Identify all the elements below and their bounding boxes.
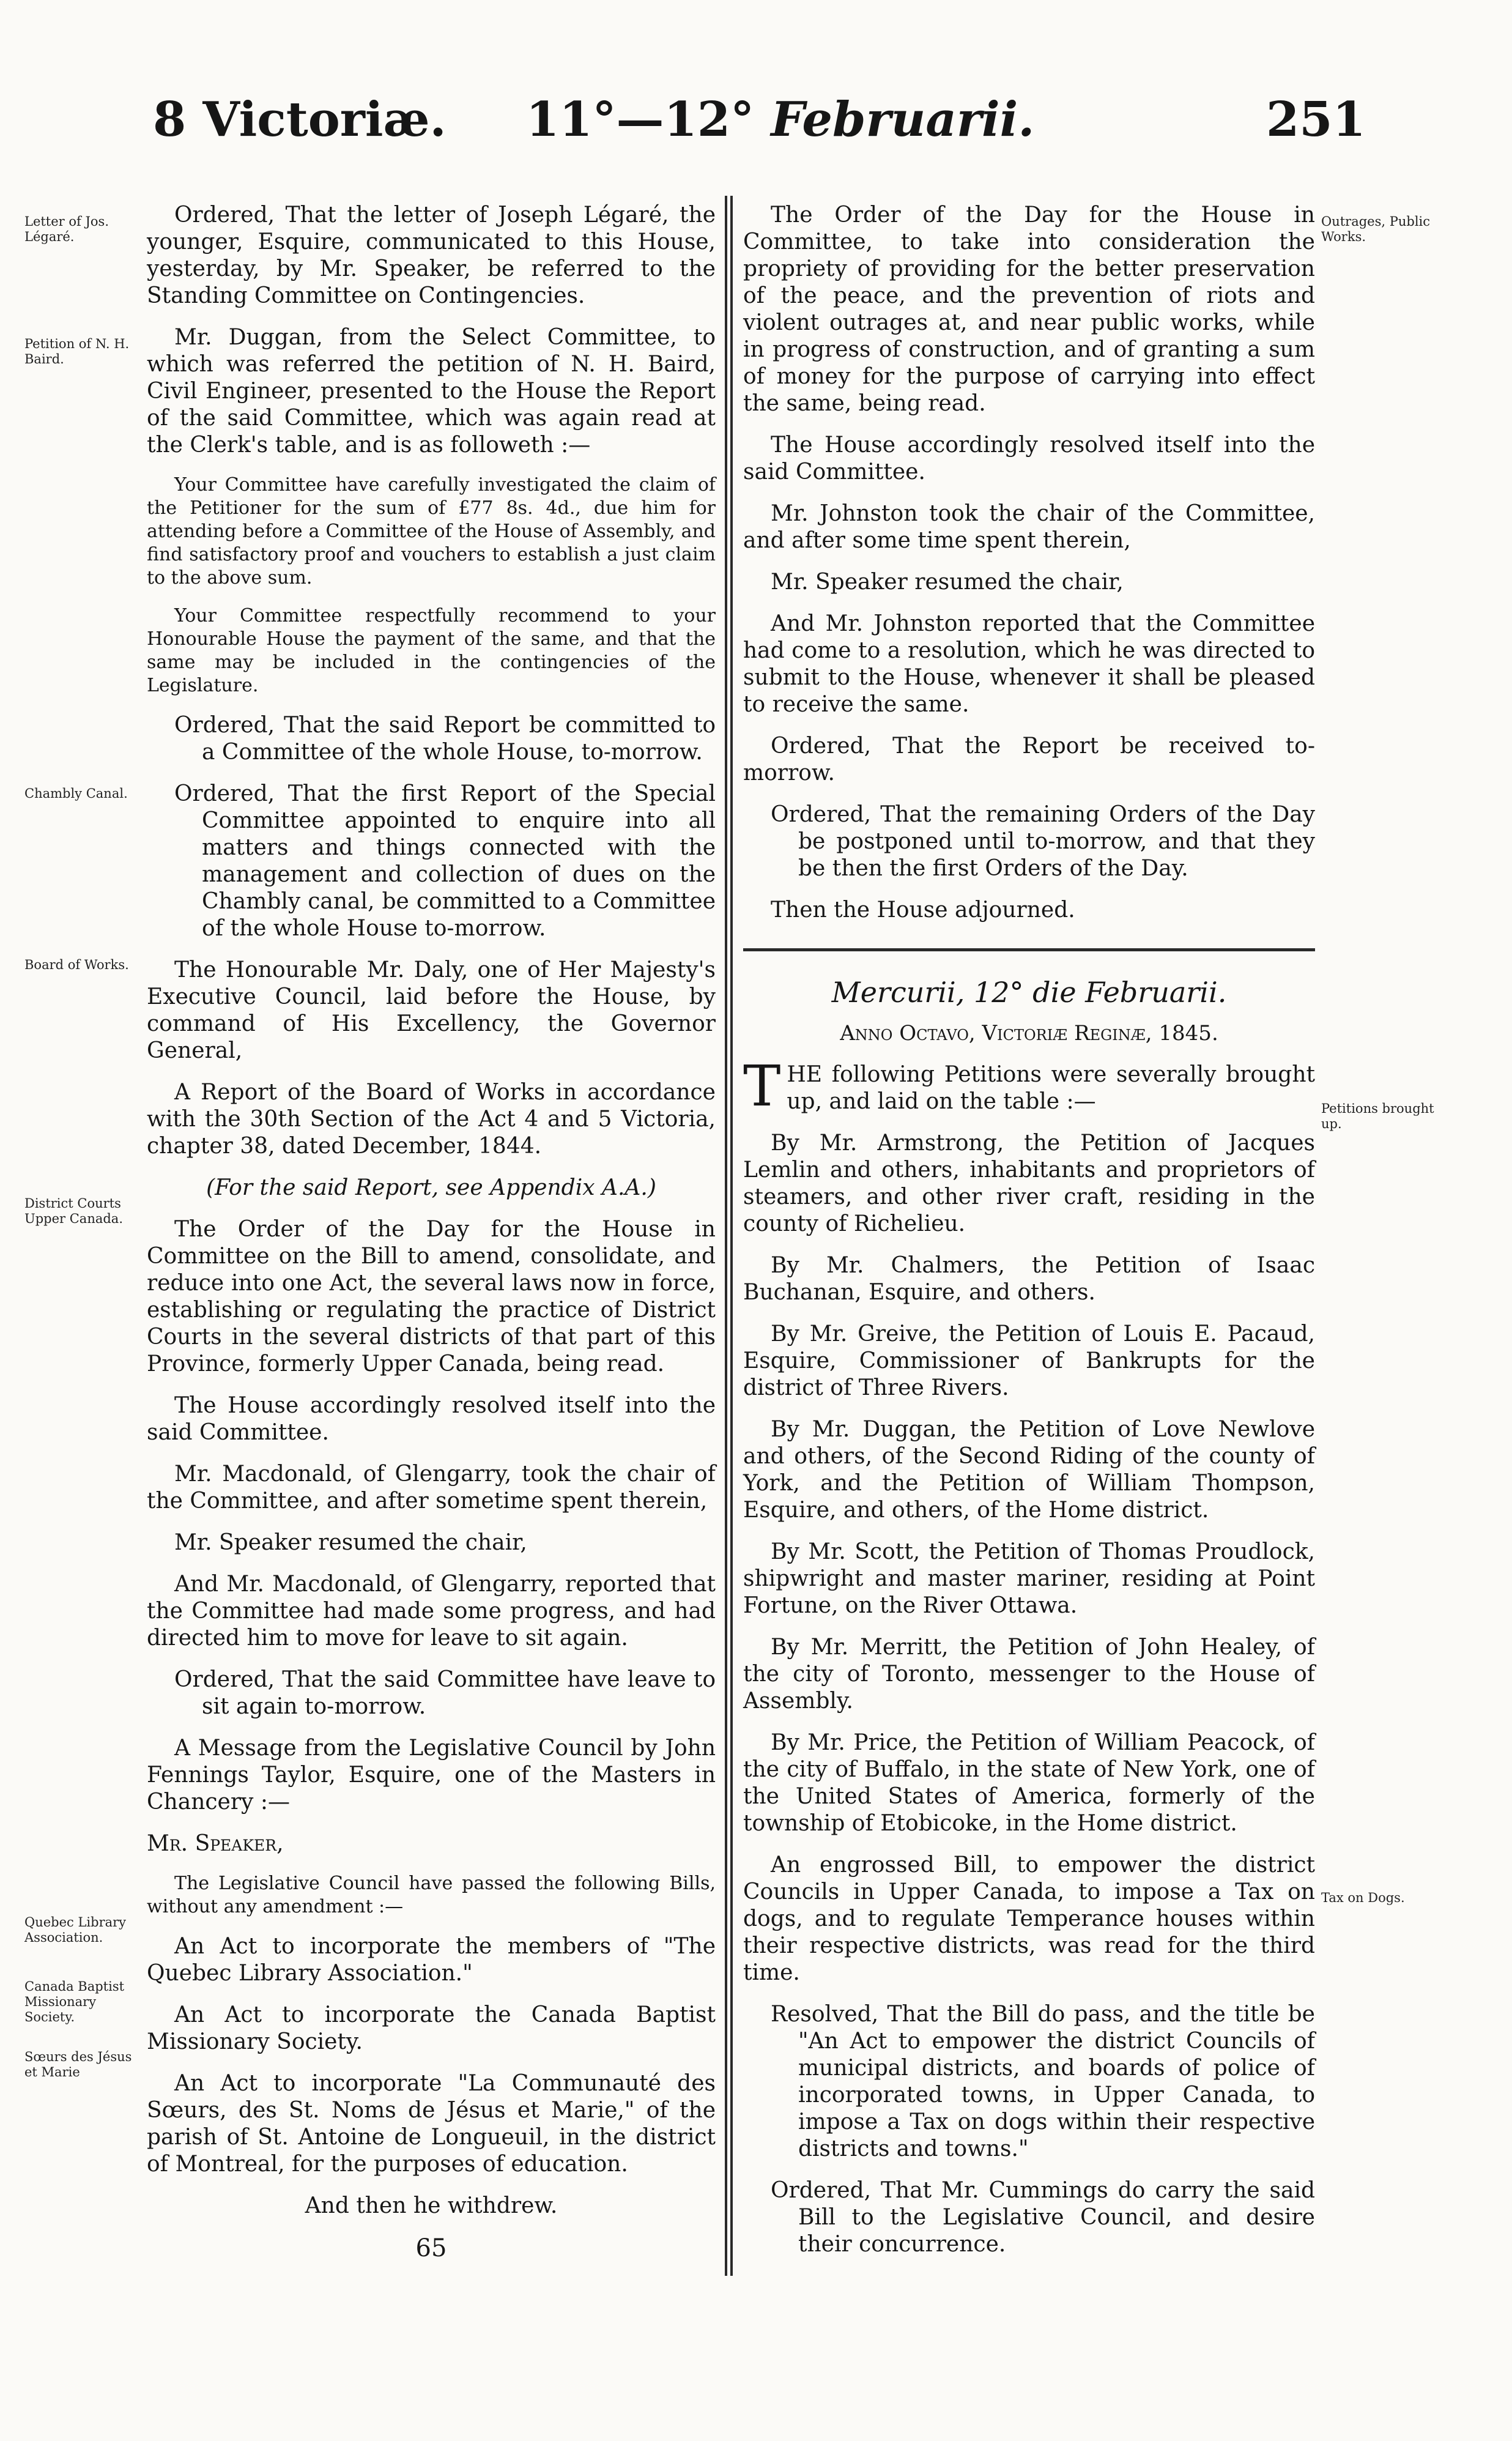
header-date bbox=[526, 92, 1034, 147]
paragraph: The Order of the Day for the House in Committee, to take into consideration the propriety of providing for the better preservation of the peace, and the prevention of riots and violent outrages at, and near public works, while in progress of construction, and of granting a sum of money for the purpose of carrying into effect the same, being read. bbox=[743, 202, 1315, 416]
page-number: 251 bbox=[1266, 92, 1366, 147]
resolution-paragraph: Resolved, That the Bill do pass, and the title be "An Act to empower the district Councils of municipal districts, and boards of police of incorporated towns, in Upper Canada, to impose a Tax on dogs within their respective districts and towns." bbox=[771, 2002, 1315, 2161]
header-left: 8 Victoriæ. bbox=[153, 92, 447, 147]
right-column bbox=[743, 202, 1315, 2273]
section-date-title: Mercurii, 12° die Februarii. bbox=[831, 976, 1227, 1009]
bill-paragraph: An Act to incorporate "La Communauté des Sœurs, des St. Noms de Jésus et Marie," of the parish of St. Antoine de Longueuil, in the district of Montreal, for the purposes of education. bbox=[147, 2071, 716, 2177]
bill-paragraph: An Act to incorporate the Canada Baptist Missionary Society. bbox=[147, 2002, 716, 2054]
order-paragraph: Ordered, That the Report be received to-morrow. bbox=[743, 734, 1315, 786]
order-paragraph: Ordered, That the said Report be committed to a Committee of the whole House, to-morrow. bbox=[174, 713, 716, 765]
paragraph: The House accordingly resolved itself into the said Committee. bbox=[743, 433, 1315, 485]
order-paragraph: Ordered, That the remaining Orders of the Day be postponed until to-morrow, and that they be then the first Orders of the Day. bbox=[771, 802, 1315, 881]
paragraph: Mr. Macdonald, of Glengarry, took the chair of the Committee, and after sometime spent therein, bbox=[147, 1462, 716, 1514]
paragraph: Mr. Duggan, from the Select Committee, to which was referred the petition of N. H. Baird, Civil Engineer, presented to the House the Report of the said Committee, which was again read at the Clerk's table, and is as followeth :— bbox=[147, 325, 716, 458]
paragraph: The Honourable Mr. Daly, one of Her Majesty's Executive Council, laid before the House, by command of His Excellency, the Governor General, bbox=[147, 957, 716, 1063]
petition-paragraph: By Mr. Scott, the Petition of Thomas Proudlock, shipwright and master mariner, residing at Point Fortune, on the River Ottawa. bbox=[743, 1539, 1315, 1618]
margin-note: Tax on Dogs. bbox=[1321, 1890, 1405, 1905]
drop-cap: T bbox=[743, 1053, 781, 1119]
header-date-numbers: 11°—12° bbox=[526, 92, 755, 147]
section-rule bbox=[743, 948, 1315, 951]
petitions-intro-text: HE following Petitions were severally brought up, and laid on the table :— bbox=[787, 1062, 1315, 1114]
order-paragraph: Ordered, That the said Committee have leave to sit again to-morrow. bbox=[174, 1667, 716, 1719]
margin-note: Petition of N. H. Baird. bbox=[24, 336, 130, 366]
margin-note: Chambly Canal. bbox=[24, 786, 128, 801]
petition-paragraph: By Mr. Merritt, the Petition of John Healey, of the city of Toronto, messenger to the House of Assembly. bbox=[743, 1635, 1315, 1714]
appendix-note: (For the said Report, see Appendix A.A.) bbox=[206, 1175, 656, 1200]
margin-note: Canada Baptist Missionary Society. bbox=[24, 1979, 125, 2024]
paragraph: And Mr. Johnston reported that the Committee had come to a resolution, which he was directed to submit to the House, whenever it shall be pleased to receive the same. bbox=[743, 611, 1315, 717]
salutation: Mr. Speaker, bbox=[147, 1831, 284, 1856]
margin-note: Letter of Jos. Légaré. bbox=[24, 214, 109, 244]
column-divider bbox=[730, 196, 733, 2276]
order-paragraph: Ordered, That Mr. Cummings do carry the said Bill to the Legislative Council, and desire their concurrence. bbox=[771, 2178, 1315, 2257]
column-divider bbox=[725, 196, 727, 2276]
margin-note: Sœurs des Jésus et Marie bbox=[24, 2049, 132, 2079]
paragraph: The House accordingly resolved itself into the said Committee. bbox=[147, 1393, 716, 1445]
bill-paragraph: An Act to incorporate the members of "The Quebec Library Association." bbox=[147, 1934, 716, 1986]
petition-paragraph: By Mr. Armstrong, the Petition of Jacques Lemlin and others, inhabitants and proprietors of steamers, and other river craft, residing in the county of Richelieu. bbox=[743, 1131, 1315, 1236]
petitions-intro bbox=[743, 1053, 1315, 1119]
message-paragraph: The Legislative Council have passed the following Bills, without any amendment :— bbox=[147, 1873, 716, 1917]
margin-note: District Courts Upper Canada. bbox=[24, 1196, 123, 1226]
order-paragraph: Ordered, That the first Report of the Special Committee appointed to enquire into all matters and things connected with the management and collection of dues on the Chambly canal, be committed to a Committee of the whole House to-morrow. bbox=[174, 781, 716, 941]
section-subtitle: Anno Octavo, Victoriæ Reginæ, 1845. bbox=[840, 1021, 1218, 1046]
paragraph: An engrossed Bill, to empower the district Councils in Upper Canada, to impose a Tax on dogs, and to regulate Temperance houses within their respective districts, was read for the third time. bbox=[743, 1852, 1315, 1985]
paragraph: Mr. Speaker resumed the chair, bbox=[771, 570, 1124, 595]
petition-paragraph: By Mr. Duggan, the Petition of Love Newlove and others, of the Second Riding of the county of York, and the Petition of William Thompson, Esquire, and others, of the Home district. bbox=[743, 1417, 1315, 1523]
petition-paragraph: By Mr. Chalmers, the Petition of Isaac Buchanan, Esquire, and others. bbox=[743, 1253, 1315, 1305]
paragraph: Then the House adjourned. bbox=[771, 897, 1075, 923]
paragraph: Mr. Speaker resumed the chair, bbox=[174, 1530, 527, 1555]
page-header bbox=[0, 92, 1512, 159]
left-column bbox=[147, 202, 716, 2262]
signature-number: 65 bbox=[415, 2234, 447, 2262]
closing-line: And then he withdrew. bbox=[305, 2193, 558, 2218]
report-paragraph: Your Committee respectfully recommend to your Honourable House the payment of the same, and that the same may be included in the contingencies of the Legislature. bbox=[147, 605, 716, 696]
paragraph: A Message from the Legislative Council by John Fennings Taylor, Esquire, one of the Masters in Chancery :— bbox=[147, 1736, 716, 1815]
paragraph: Mr. Johnston took the chair of the Committee, and after some time spent therein, bbox=[743, 501, 1315, 553]
header-date-month: Februarii. bbox=[771, 92, 1035, 147]
report-paragraph: Your Committee have carefully investigated the claim of the Petitioner for the sum of £77 8s. 4d., due him for attending before a Committee of the House of Assembly, and find satisfactory proof and vouchers to establish a just claim to the above sum. bbox=[147, 474, 716, 589]
margin-note: Outrages, Public Works. bbox=[1321, 214, 1431, 244]
margin-note: Petitions brought up. bbox=[1321, 1101, 1434, 1131]
petition-paragraph: By Mr. Greive, the Petition of Louis E. Pacaud, Esquire, Commissioner of Bankrupts for the district of Three Rivers. bbox=[743, 1321, 1315, 1400]
petition-paragraph: By Mr. Price, the Petition of William Peacock, of the city of Buffalo, in the state of New York, one of the United States of America, formerly of the township of Etobicoke, in the Home district. bbox=[743, 1730, 1315, 1836]
paragraph: A Report of the Board of Works in accordance with the 30th Section of the Act 4 and 5 Victoria, chapter 38, dated December, 1844. bbox=[147, 1080, 716, 1159]
paragraph: Ordered, That the letter of Joseph Légaré, the younger, Esquire, communicated to this House, yesterday, by Mr. Speaker, be referred to the Standing Committee on Contingencies. bbox=[147, 202, 716, 308]
paragraph: The Order of the Day for the House in Committee on the Bill to amend, consolidate, and reduce into one Act, the several laws now in force, establishing or regulating the practice of District Courts in the several districts of that part of this Province, formerly Upper Canada, being read. bbox=[147, 1217, 716, 1377]
margin-note: Board of Works. bbox=[24, 957, 129, 972]
margin-note: Quebec Library Association. bbox=[24, 1915, 127, 1945]
paragraph: And Mr. Macdonald, of Glengarry, reported that the Committee had made some progress, and had directed him to move for leave to sit again. bbox=[147, 1572, 716, 1651]
